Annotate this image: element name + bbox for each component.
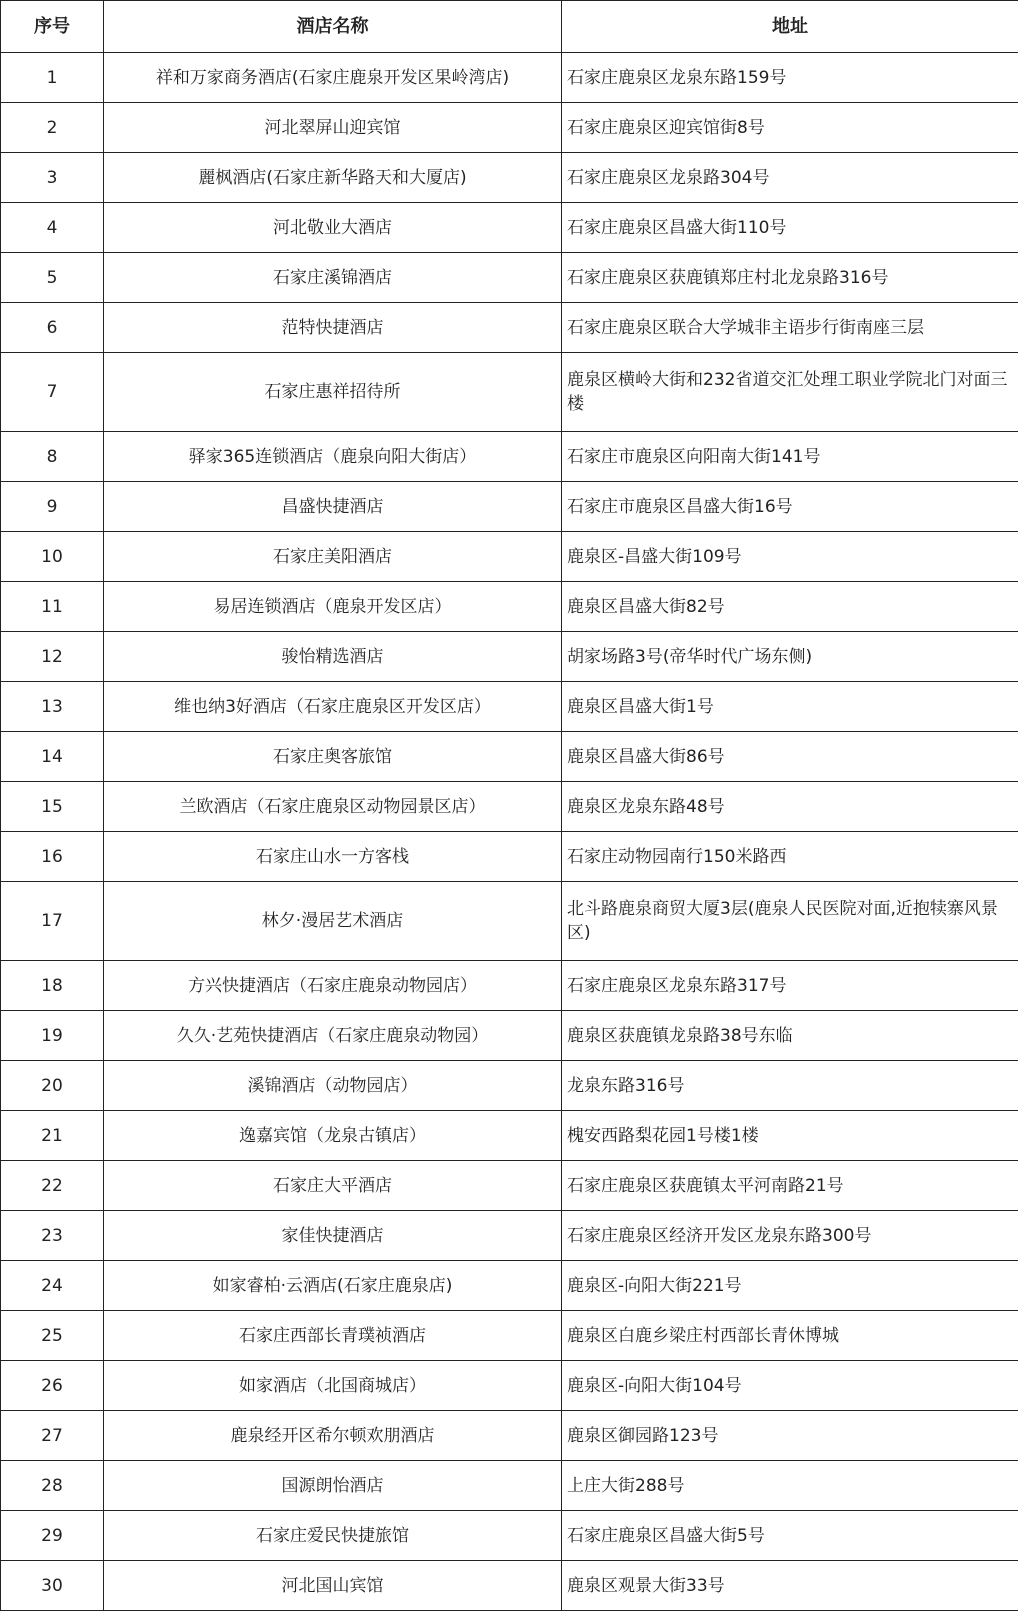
hotel-name: 久久·艺苑快捷酒店（石家庄鹿泉动物园） <box>104 1011 562 1061</box>
row-index: 23 <box>1 1211 104 1261</box>
hotel-name: 河北翠屏山迎宾馆 <box>104 103 562 153</box>
hotel-name: 兰欧酒店（石家庄鹿泉区动物园景区店） <box>104 782 562 832</box>
row-index: 27 <box>1 1411 104 1461</box>
table-row <box>1 1311 1018 1361</box>
hotel-name: 如家睿柏·云酒店(石家庄鹿泉店) <box>104 1261 562 1311</box>
hotel-address: 鹿泉区获鹿镇龙泉路38号东临 <box>562 1011 1018 1061</box>
row-index: 2 <box>1 103 104 153</box>
row-index: 15 <box>1 782 104 832</box>
hotel-name: 溪锦酒店（动物园店） <box>104 1061 562 1111</box>
table-row <box>1 632 1018 682</box>
table-row <box>1 582 1018 632</box>
hotel-name: 鹿泉经开区希尔顿欢朋酒店 <box>104 1411 562 1461</box>
hotel-address: 石家庄鹿泉区龙泉东路317号 <box>562 961 1018 1011</box>
row-index: 30 <box>1 1561 104 1611</box>
hotel-address: 鹿泉区横岭大街和232省道交汇处理工职业学院北门对面三楼 <box>562 353 1018 432</box>
row-index: 7 <box>1 353 104 432</box>
hotel-address: 石家庄鹿泉区昌盛大街5号 <box>562 1511 1018 1561</box>
row-index: 24 <box>1 1261 104 1311</box>
table-row <box>1 961 1018 1011</box>
header-hotel-name: 酒店名称 <box>104 1 562 53</box>
hotel-name: 石家庄美阳酒店 <box>104 532 562 582</box>
row-index: 3 <box>1 153 104 203</box>
hotel-name: 家佳快捷酒店 <box>104 1211 562 1261</box>
hotel-address: 石家庄鹿泉区昌盛大街110号 <box>562 203 1018 253</box>
table-row <box>1 482 1018 532</box>
hotel-address: 鹿泉区-向阳大街104号 <box>562 1361 1018 1411</box>
table-row <box>1 303 1018 353</box>
hotel-address: 石家庄鹿泉区龙泉东路159号 <box>562 53 1018 103</box>
hotel-name: 石家庄大平酒店 <box>104 1161 562 1211</box>
hotel-name: 易居连锁酒店（鹿泉开发区店） <box>104 582 562 632</box>
row-index: 28 <box>1 1461 104 1511</box>
row-index: 11 <box>1 582 104 632</box>
row-index: 14 <box>1 732 104 782</box>
hotel-address: 鹿泉区-向阳大街221号 <box>562 1261 1018 1311</box>
table-row <box>1 1111 1018 1161</box>
row-index: 10 <box>1 532 104 582</box>
row-index: 16 <box>1 832 104 882</box>
hotel-address: 鹿泉区昌盛大街82号 <box>562 582 1018 632</box>
hotel-name: 范特快捷酒店 <box>104 303 562 353</box>
hotel-name: 逸嘉宾馆（龙泉古镇店） <box>104 1111 562 1161</box>
hotel-address: 鹿泉区-昌盛大街109号 <box>562 532 1018 582</box>
hotel-address: 石家庄鹿泉区联合大学城非主语步行街南座三层 <box>562 303 1018 353</box>
hotel-address: 石家庄市鹿泉区昌盛大街16号 <box>562 482 1018 532</box>
hotel-address: 石家庄市鹿泉区向阳南大街141号 <box>562 432 1018 482</box>
table-row <box>1 1561 1018 1611</box>
table-row <box>1 353 1018 432</box>
hotel-name: 河北敬业大酒店 <box>104 203 562 253</box>
hotel-name: 国源朗怡酒店 <box>104 1461 562 1511</box>
hotel-address: 石家庄鹿泉区获鹿镇太平河南路21号 <box>562 1161 1018 1211</box>
hotel-name: 河北国山宾馆 <box>104 1561 562 1611</box>
row-index: 22 <box>1 1161 104 1211</box>
hotel-name: 石家庄山水一方客栈 <box>104 832 562 882</box>
table-row <box>1 832 1018 882</box>
hotel-name: 石家庄奥客旅馆 <box>104 732 562 782</box>
table-row <box>1 1261 1018 1311</box>
table-row <box>1 1411 1018 1461</box>
hotel-address: 北斗路鹿泉商贸大厦3层(鹿泉人民医院对面,近抱犊寨风景区) <box>562 882 1018 961</box>
hotel-name: 石家庄爱民快捷旅馆 <box>104 1511 562 1561</box>
table-row <box>1 782 1018 832</box>
hotel-address: 石家庄鹿泉区迎宾馆街8号 <box>562 103 1018 153</box>
table-row <box>1 103 1018 153</box>
row-index: 5 <box>1 253 104 303</box>
hotel-address: 鹿泉区昌盛大街1号 <box>562 682 1018 732</box>
table-row <box>1 1511 1018 1561</box>
row-index: 17 <box>1 882 104 961</box>
hotel-address: 石家庄动物园南行150米路西 <box>562 832 1018 882</box>
hotel-address: 龙泉东路316号 <box>562 1061 1018 1111</box>
hotel-address: 鹿泉区御园路123号 <box>562 1411 1018 1461</box>
row-index: 9 <box>1 482 104 532</box>
table-row <box>1 682 1018 732</box>
header-row <box>1 1 1018 53</box>
hotel-address: 槐安西路梨花园1号楼1楼 <box>562 1111 1018 1161</box>
table-row <box>1 532 1018 582</box>
row-index: 29 <box>1 1511 104 1561</box>
table-body <box>1 53 1018 1611</box>
hotel-name: 祥和万家商务酒店(石家庄鹿泉开发区果岭湾店) <box>104 53 562 103</box>
hotel-address: 石家庄鹿泉区龙泉路304号 <box>562 153 1018 203</box>
table-row <box>1 882 1018 961</box>
row-index: 8 <box>1 432 104 482</box>
hotel-address: 鹿泉区龙泉东路48号 <box>562 782 1018 832</box>
row-index: 4 <box>1 203 104 253</box>
table-row <box>1 253 1018 303</box>
row-index: 25 <box>1 1311 104 1361</box>
table-row <box>1 432 1018 482</box>
row-index: 19 <box>1 1011 104 1061</box>
hotel-address: 石家庄鹿泉区经济开发区龙泉东路300号 <box>562 1211 1018 1261</box>
hotel-name: 石家庄溪锦酒店 <box>104 253 562 303</box>
row-index: 1 <box>1 53 104 103</box>
table-row <box>1 1461 1018 1511</box>
hotel-name: 方兴快捷酒店（石家庄鹿泉动物园店） <box>104 961 562 1011</box>
table-row <box>1 732 1018 782</box>
hotel-address: 鹿泉区白鹿乡梁庄村西部长青休博城 <box>562 1311 1018 1361</box>
hotel-name: 维也纳3好酒店（石家庄鹿泉区开发区店） <box>104 682 562 732</box>
row-index: 12 <box>1 632 104 682</box>
row-index: 18 <box>1 961 104 1011</box>
hotel-address: 上庄大街288号 <box>562 1461 1018 1511</box>
table-row <box>1 203 1018 253</box>
table-row <box>1 153 1018 203</box>
hotel-address: 胡家场路3号(帝华时代广场东侧) <box>562 632 1018 682</box>
header-index: 序号 <box>1 1 104 53</box>
table-row <box>1 1161 1018 1211</box>
table-row <box>1 53 1018 103</box>
row-index: 6 <box>1 303 104 353</box>
hotel-name: 林夕·漫居艺术酒店 <box>104 882 562 961</box>
table-row <box>1 1011 1018 1061</box>
row-index: 21 <box>1 1111 104 1161</box>
hotel-name: 昌盛快捷酒店 <box>104 482 562 532</box>
hotel-name: 麗枫酒店(石家庄新华路天和大厦店) <box>104 153 562 203</box>
table-row <box>1 1061 1018 1111</box>
row-index: 26 <box>1 1361 104 1411</box>
header-address: 地址 <box>562 1 1018 53</box>
hotel-name: 石家庄惠祥招待所 <box>104 353 562 432</box>
hotel-address: 石家庄鹿泉区获鹿镇郑庄村北龙泉路316号 <box>562 253 1018 303</box>
table-row <box>1 1211 1018 1261</box>
hotel-address: 鹿泉区观景大街33号 <box>562 1561 1018 1611</box>
table-row <box>1 1361 1018 1411</box>
row-index: 20 <box>1 1061 104 1111</box>
hotel-name: 石家庄西部长青璞祯酒店 <box>104 1311 562 1361</box>
hotel-name: 骏怡精选酒店 <box>104 632 562 682</box>
hotel-name: 如家酒店（北国商城店） <box>104 1361 562 1411</box>
row-index: 13 <box>1 682 104 732</box>
hotel-address: 鹿泉区昌盛大街86号 <box>562 732 1018 782</box>
hotel-name: 驿家365连锁酒店（鹿泉向阳大街店） <box>104 432 562 482</box>
table-header <box>1 1 1018 53</box>
